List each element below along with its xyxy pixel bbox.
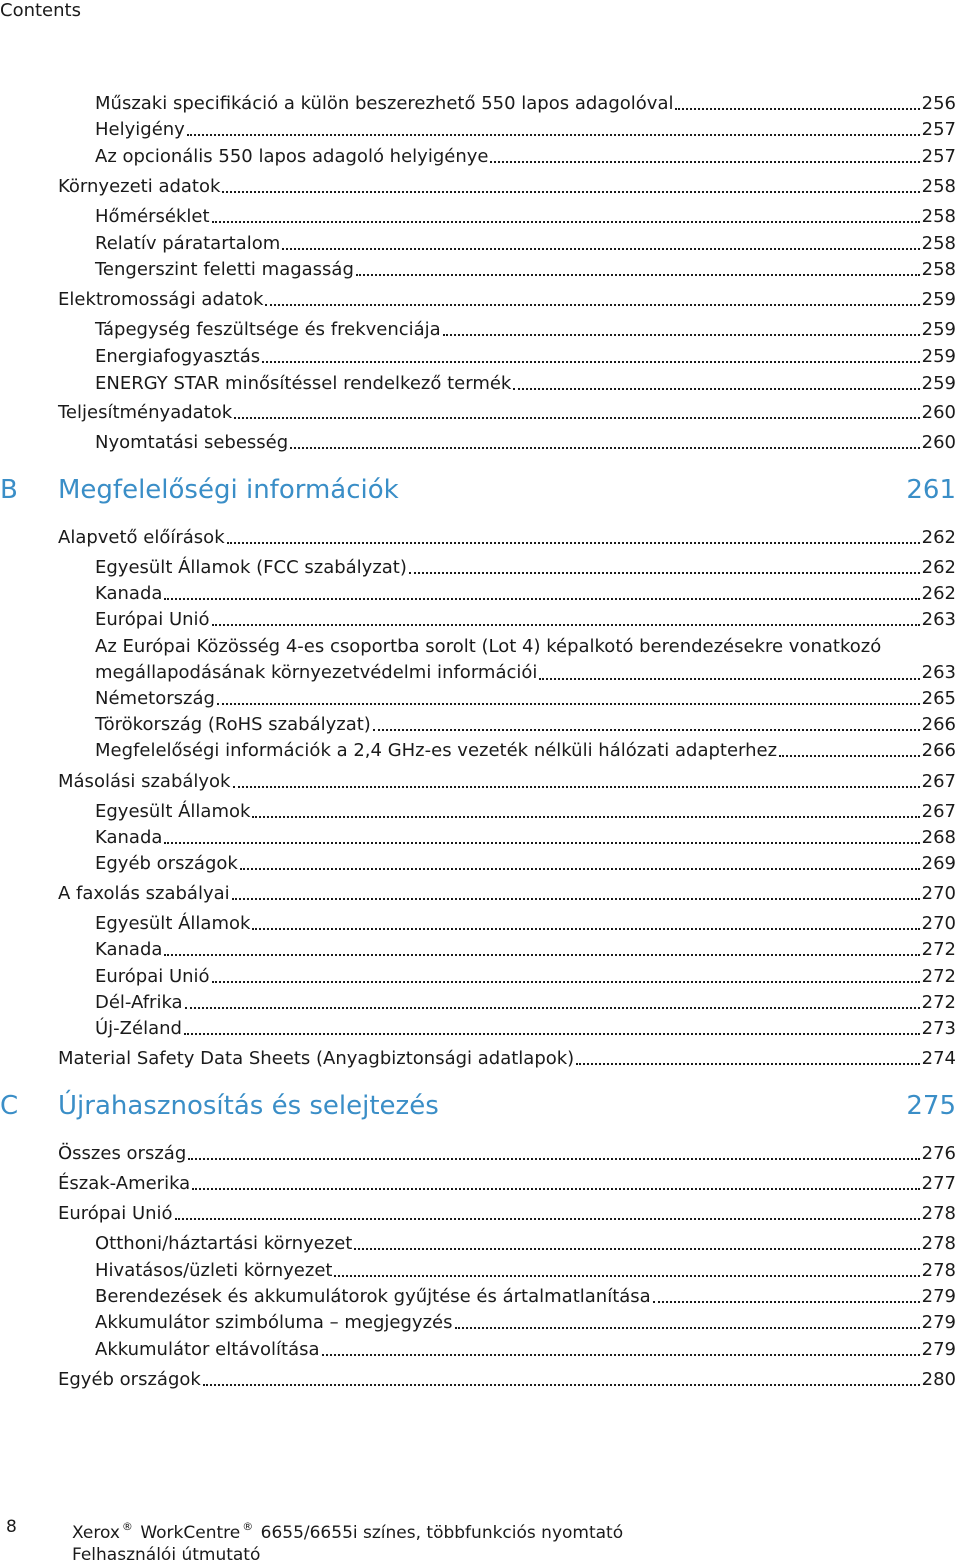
entry-text: Energiafogyasztás xyxy=(95,346,261,367)
dot-leader xyxy=(185,1007,920,1009)
entry-page: 267 xyxy=(921,801,956,822)
toc-entry-multiline[interactable] xyxy=(95,634,956,686)
dot-leader xyxy=(576,1063,919,1065)
entry-page: 262 xyxy=(921,527,956,548)
entry-page: 259 xyxy=(921,346,956,367)
dot-leader xyxy=(175,1218,920,1220)
footer-page-number xyxy=(6,1516,17,1538)
dot-leader xyxy=(334,1275,919,1277)
entry-text: Egyesült Államok xyxy=(95,801,251,822)
toc-entry[interactable] xyxy=(58,770,956,794)
toc-entry[interactable] xyxy=(95,318,956,342)
dot-leader xyxy=(539,678,919,680)
toc-entry[interactable] xyxy=(95,1311,956,1335)
entry-text: Tengerszint feletti magasság xyxy=(95,259,354,280)
section-heading-c[interactable] xyxy=(0,1089,956,1123)
dot-leader xyxy=(233,786,920,788)
footer-subtitle: Felhasználói útmutató xyxy=(72,1545,261,1565)
entry-text: Kanada xyxy=(95,827,163,848)
entry-text: Egyesült Államok (FCC szabályzat) xyxy=(95,557,407,578)
entry-text: Megfelelőségi információk a 2,4 GHz-es vezeték nélküli hálózati adapterhez xyxy=(95,740,778,761)
toc-entry[interactable] xyxy=(95,739,956,763)
entry-text: Relatív páratartalom xyxy=(95,233,281,254)
toc-entry[interactable] xyxy=(95,852,956,876)
toc-entry[interactable] xyxy=(58,526,956,550)
dot-leader xyxy=(203,1384,920,1386)
toc-entry[interactable] xyxy=(95,258,956,282)
entry-page: 268 xyxy=(921,827,956,848)
entry-page: 267 xyxy=(921,771,956,792)
dot-leader xyxy=(443,334,920,336)
entry-text: Környezeti adatok xyxy=(58,176,221,197)
entry-text: Egyéb országok xyxy=(95,853,238,874)
section-title: Megfelelőségi információk xyxy=(58,475,399,505)
entry-text: Teljesítményadatok xyxy=(58,402,233,423)
entry-text: Nyomtatási sebesség xyxy=(95,432,289,453)
entry-text: Európai Unió xyxy=(95,966,210,987)
entry-page: 260 xyxy=(921,432,956,453)
entry-page: 280 xyxy=(921,1369,956,1390)
entry-text: Egyéb országok xyxy=(58,1369,201,1390)
dot-leader xyxy=(232,898,920,900)
entry-page: 256 xyxy=(921,93,956,114)
dot-leader xyxy=(212,624,920,626)
entry-text: Otthoni/háztartási környezet xyxy=(95,1233,353,1254)
entry-text: Összes ország xyxy=(58,1143,187,1164)
entry-page: 279 xyxy=(921,1312,956,1333)
footer-text xyxy=(72,1516,623,1566)
toc-entry[interactable] xyxy=(95,1285,956,1309)
entry-page: 272 xyxy=(921,966,956,987)
dot-leader xyxy=(779,755,920,757)
toc-entry[interactable] xyxy=(95,205,956,229)
entry-page: 272 xyxy=(921,939,956,960)
toc-entry[interactable] xyxy=(58,1202,956,1226)
dot-leader xyxy=(513,388,919,390)
dot-leader xyxy=(227,542,920,544)
dot-leader xyxy=(675,108,919,110)
dot-leader xyxy=(212,221,920,223)
entry-text: Kanada xyxy=(95,939,163,960)
dot-leader xyxy=(240,868,920,870)
entry-page: 273 xyxy=(921,1018,956,1039)
dot-leader xyxy=(164,842,919,844)
dot-leader xyxy=(252,816,919,818)
toc-entry[interactable] xyxy=(95,1338,956,1362)
entry-page: 257 xyxy=(921,146,956,167)
section-heading-b[interactable] xyxy=(0,473,956,507)
entry-text-line2: megállapodásának környezetvédelmi információi xyxy=(95,662,538,683)
entry-page: 258 xyxy=(921,259,956,280)
entry-page: 274 xyxy=(921,1048,956,1069)
toc-entry[interactable] xyxy=(95,92,956,116)
entry-text: A faxolás szabályai xyxy=(58,883,230,904)
dot-leader xyxy=(184,1033,920,1035)
entry-text: Törökország (RoHS szabályzat) xyxy=(95,714,371,735)
toc-entry[interactable] xyxy=(58,1047,956,1071)
entry-page: 279 xyxy=(921,1339,956,1360)
toc-entry[interactable] xyxy=(95,431,956,455)
entry-text: Akkumulátor eltávolítása xyxy=(95,1339,320,1360)
entry-text: Material Safety Data Sheets (Anyagbiztonsági adatlapok) xyxy=(58,1048,575,1069)
toc-entry[interactable] xyxy=(95,1017,956,1041)
entry-page: 258 xyxy=(921,233,956,254)
dot-leader xyxy=(164,598,919,600)
toc-entry[interactable] xyxy=(58,882,956,906)
dot-leader xyxy=(356,274,920,276)
toc-entry[interactable] xyxy=(95,582,956,606)
dot-leader xyxy=(252,928,919,930)
toc-entry[interactable] xyxy=(95,372,956,396)
entry-text: Észak-Amerika xyxy=(58,1173,191,1194)
header-title: Contents xyxy=(0,0,81,21)
toc-entry[interactable] xyxy=(58,401,956,425)
entry-page: 278 xyxy=(921,1233,956,1254)
entry-text: Új-Zéland xyxy=(95,1018,182,1039)
entry-text: Kanada xyxy=(95,583,163,604)
footer-page-number-text: 8 xyxy=(6,1517,17,1537)
entry-text: Az opcionális 550 lapos adagoló helyigénye xyxy=(95,146,489,167)
dot-leader xyxy=(212,981,920,983)
entry-page: 265 xyxy=(921,688,956,709)
registered-mark: ® xyxy=(242,1520,254,1533)
toc-entry[interactable] xyxy=(95,118,956,142)
entry-text: Egyesült Államok xyxy=(95,913,251,934)
dot-leader xyxy=(290,447,919,449)
entry-text: Műszaki specifikáció a külön beszerezhető 550 lapos adagolóval xyxy=(95,93,674,114)
entry-page: 260 xyxy=(921,402,956,423)
entry-page: 269 xyxy=(921,853,956,874)
entry-page: 278 xyxy=(921,1203,956,1224)
section-letter: B xyxy=(0,475,18,505)
dot-leader xyxy=(164,954,919,956)
toc-entry[interactable] xyxy=(58,1172,956,1196)
entry-text-line1: Az Európai Közösség 4-es csoportba sorolt (Lot 4) képalkotó berendezésekre vonatkozó xyxy=(95,636,882,657)
entry-text: Németország xyxy=(95,688,215,709)
dot-leader xyxy=(187,134,920,136)
dot-leader xyxy=(217,703,920,705)
entry-text: Dél-Afrika xyxy=(95,992,183,1013)
footer-product: WorkCentre xyxy=(140,1523,241,1543)
entry-page: 258 xyxy=(921,206,956,227)
section-page: 261 xyxy=(906,475,956,505)
toc-entry[interactable] xyxy=(95,608,956,632)
entry-text: Akkumulátor szimbóluma – megjegyzés xyxy=(95,1312,453,1333)
toc-entry[interactable] xyxy=(95,1232,956,1256)
dot-leader xyxy=(354,1248,919,1250)
entry-page: 259 xyxy=(921,373,956,394)
entry-page: 276 xyxy=(921,1143,956,1164)
toc-entry[interactable] xyxy=(95,800,956,824)
dot-leader xyxy=(409,572,920,574)
dot-leader xyxy=(373,729,920,731)
entry-text: Tápegység feszültsége és frekvenciája xyxy=(95,319,441,340)
dot-leader xyxy=(322,1354,920,1356)
entry-page: 266 xyxy=(921,740,956,761)
entry-page: 279 xyxy=(921,1286,956,1307)
entry-text: Európai Unió xyxy=(95,609,210,630)
entry-page: 259 xyxy=(921,289,956,310)
entry-text: Alapvető előírások xyxy=(58,527,225,548)
entry-page: 272 xyxy=(921,992,956,1013)
entry-text: Elektromossági adatok xyxy=(58,289,264,310)
toc-entry[interactable] xyxy=(95,991,956,1015)
section-letter: C xyxy=(0,1091,19,1121)
toc-entry[interactable] xyxy=(95,345,956,369)
entry-text: Európai Unió xyxy=(58,1203,173,1224)
entry-page: 278 xyxy=(921,1260,956,1281)
dot-leader xyxy=(222,191,919,193)
toc-entry[interactable] xyxy=(58,1142,956,1166)
entry-text: Hőmérséklet xyxy=(95,206,210,227)
toc-entry[interactable] xyxy=(58,175,956,199)
toc-entry[interactable] xyxy=(95,232,956,256)
toc-entry[interactable] xyxy=(95,713,956,737)
footer-brand: Xerox xyxy=(72,1523,120,1543)
entry-text: Berendezések és akkumulátorok gyűjtése és ártalmatlanítása xyxy=(95,1286,651,1307)
entry-page: 262 xyxy=(921,557,956,578)
section-title: Újrahasznosítás és selejtezés xyxy=(58,1091,439,1121)
toc-entry[interactable] xyxy=(95,1259,956,1283)
entry-page: 270 xyxy=(921,883,956,904)
toc-entry[interactable] xyxy=(95,556,956,580)
entry-page: 277 xyxy=(921,1173,956,1194)
toc-entry[interactable] xyxy=(95,912,956,936)
dot-leader xyxy=(490,161,919,163)
entry-page: 266 xyxy=(921,714,956,735)
toc-entry[interactable] xyxy=(95,938,956,962)
entry-page: 258 xyxy=(921,176,956,197)
entry-page: 263 xyxy=(921,662,956,683)
dot-leader xyxy=(192,1188,919,1190)
entry-text: Hivatásos/üzleti környezet xyxy=(95,1260,333,1281)
toc-entry[interactable] xyxy=(95,687,956,711)
entry-text: Másolási szabályok xyxy=(58,771,231,792)
dot-leader xyxy=(265,304,919,306)
toc-entry[interactable] xyxy=(58,1368,956,1392)
entry-page: 262 xyxy=(921,583,956,604)
toc-entry[interactable] xyxy=(95,826,956,850)
toc-entry[interactable] xyxy=(95,145,956,169)
toc-entry[interactable] xyxy=(95,965,956,989)
entry-page: 259 xyxy=(921,319,956,340)
dot-leader xyxy=(455,1327,920,1329)
entry-text: Helyigény xyxy=(95,119,185,140)
dot-leader xyxy=(262,361,919,363)
entry-page: 257 xyxy=(921,119,956,140)
dot-leader xyxy=(653,1301,920,1303)
page-header xyxy=(0,0,81,22)
dot-leader xyxy=(188,1158,919,1160)
footer-model: 6655/6655i színes, többfunkciós nyomtató xyxy=(260,1523,624,1543)
toc-entry[interactable] xyxy=(58,288,956,312)
dot-leader xyxy=(234,417,919,419)
entry-text: ENERGY STAR minősítéssel rendelkező termék xyxy=(95,373,512,394)
dot-leader xyxy=(282,248,919,250)
entry-page: 263 xyxy=(921,609,956,630)
section-page: 275 xyxy=(906,1091,956,1121)
registered-mark: ® xyxy=(121,1520,133,1533)
entry-page: 270 xyxy=(921,913,956,934)
